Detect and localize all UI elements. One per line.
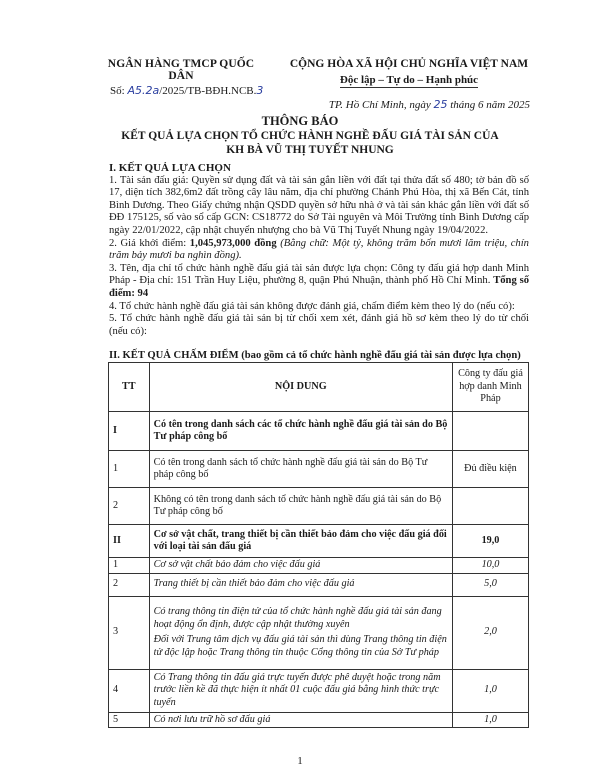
starting-price-words: (Bằng chữ: Một tỷ, không trăm bốn mươi lăm triệu, chín trăm bảy mươi ba nghìn đồng).: [109, 237, 529, 262]
row-content-part-1: Có trang thông tin điện tử của tổ chức hành nghề đấu giá tài sản đang hoạt động ổn định, được cập nhật thường xuyên: [153, 606, 442, 630]
table-row: [109, 712, 529, 728]
row-content: Không có tên trong danh sách tổ chức hành nghề đấu giá tài sản do Bộ Tư pháp công bố: [149, 488, 452, 525]
table-row: [109, 412, 529, 451]
row-value: 5,0: [452, 573, 528, 596]
doc-no-handwritten: A5.2a: [127, 84, 160, 97]
row-tt: 5: [109, 712, 150, 728]
table-row: [109, 573, 529, 596]
bank-name: NGÂN HÀNG TMCP QUỐC DÂN: [107, 58, 255, 82]
row-tt: 2: [109, 573, 150, 596]
row-value: [452, 488, 528, 525]
col-header-content: NỘI DUNG: [149, 363, 452, 412]
date-day-handwritten: 25: [433, 98, 448, 111]
subtitle-line-1: KẾT QUẢ LỰA CHỌN TỔ CHỨC HÀNH NGHỀ ĐẤU GIÁ TÀI SẢN CỦA: [121, 130, 499, 142]
not-evaluated-note: 4. Tổ chức hành nghề đấu giá tài sản không được đánh giá, chấm điểm kèm theo lý do (nếu có):: [109, 300, 515, 312]
row-content: [149, 596, 452, 669]
notice-title: THÔNG BÁO: [261, 114, 339, 128]
nation-title: CỘNG HÒA XÃ HỘI CHỦ NGHĨA VIỆT NAM: [289, 58, 529, 70]
selected-organization: [109, 263, 529, 301]
row-tt: 4: [109, 669, 150, 712]
row-tt: 1: [109, 451, 150, 488]
date-prefix: TP. Hồ Chí Minh, ngày: [328, 99, 431, 111]
table-row: [109, 596, 529, 669]
row-tt: 3: [109, 596, 150, 669]
row-value: 1,0: [452, 712, 528, 728]
section-1: [109, 162, 529, 338]
row-value: 10,0: [452, 558, 528, 574]
doc-no-handwritten-2: 3: [256, 84, 264, 97]
starting-price-label: 2. Giá khởi điểm:: [109, 237, 187, 249]
row-content: Trang thiết bị cần thiết bảo đảm cho việc đấu giá: [149, 573, 452, 596]
starting-price-amount: 1,045,973,000 đồng: [189, 237, 277, 249]
document-number: [110, 84, 263, 97]
col-header-company: Công ty đấu giá hợp danh Minh Pháp: [452, 363, 528, 412]
row-content: Có Trang thông tin đấu giá trực tuyến được phê duyệt hoặc trong năm trước liền kề đã thực hiện ít nhất 01 cuộc đấu giá bằng hình thức trực tuyến: [149, 669, 452, 712]
date-line: [300, 98, 530, 111]
section-1-heading: I. KẾT QUẢ LỰA CHỌN: [109, 162, 231, 174]
row-value: [452, 412, 528, 451]
starting-price: [109, 238, 529, 263]
table-row: [109, 525, 529, 558]
row-content: Có nơi lưu trữ hồ sơ đấu giá: [149, 712, 452, 728]
row-tt: I: [109, 412, 150, 451]
section-2-heading: II. KẾT QUẢ CHẤM ĐIỂM (bao gồm cả tổ chức hành nghề đấu giá tài sản được lựa chọn): [109, 350, 521, 361]
row-value: 19,0: [452, 525, 528, 558]
table-row: [109, 451, 529, 488]
row-value: Đủ điều kiện: [452, 451, 528, 488]
row-content: Cơ sở vật chất bảo đảm cho việc đấu giá: [149, 558, 452, 574]
total-score: Tổng số điểm: 94: [109, 275, 529, 299]
date-suffix: tháng 6 năm 2025: [450, 99, 530, 111]
table-header-row: [109, 363, 529, 412]
page-number: 1: [297, 755, 303, 767]
rejected-note: 5. Tổ chức hành nghề đấu giá tài sản bị từ chối xem xét, đánh giá hồ sơ kèm theo lý do từ chối (nếu có):: [109, 313, 529, 337]
table-row: [109, 488, 529, 525]
row-value: 2,0: [452, 596, 528, 669]
subtitle-line-2: KH BÀ VŨ THỊ TUYẾT NHUNG: [226, 144, 394, 156]
doc-no-prefix: Số:: [110, 85, 125, 97]
table-row: [109, 669, 529, 712]
national-header: [284, 58, 534, 88]
row-content: Có tên trong danh sách tổ chức hành nghề đấu giá tài sản do Bộ Tư pháp công bố: [149, 451, 452, 488]
row-tt: 1: [109, 558, 150, 574]
row-content: Có tên trong danh sách các tổ chức hành nghề đấu giá tài sản do Bộ Tư pháp công bố: [149, 412, 452, 451]
row-tt: 2: [109, 488, 150, 525]
scoring-table: [108, 362, 529, 728]
doc-no-code: /2025/TB-BĐH.NCB.: [159, 85, 257, 97]
col-header-tt: TT: [109, 363, 150, 412]
table-row: [109, 558, 529, 574]
row-tt: II: [109, 525, 150, 558]
row-value: 1,0: [452, 669, 528, 712]
national-motto: Độc lập – Tự do – Hạnh phúc: [339, 74, 479, 86]
bank-header: [96, 58, 266, 82]
row-content: Cơ sở vật chất, trang thiết bị cần thiết bảo đảm cho việc đấu giá đối với loại tài sản đấu giá: [149, 525, 452, 558]
notice-subtitle: [100, 129, 520, 157]
selected-organization-text: 3. Tên, địa chỉ tổ chức hành nghề đấu giá tài sản được lựa chọn: Công ty đấu giá hợp danh Minh Pháp - Địa chỉ: 151 Trần Huy Liệu, phường 8, quận Phú Nhuận, thành phố Hồ Chí Minh.: [109, 262, 529, 287]
row-content-part-2: Đối với Trung tâm dịch vụ đấu giá tài sản thì dùng Trang thông tin điện tử độc lập hoặc Trang thông tin thuộc Cổng thông tin của Sở Tư pháp: [153, 634, 447, 658]
asset-description: 1. Tài sản đấu giá: Quyền sử dụng đất và tài sản gắn liền với đất tại thửa đất số 480; tờ bản đồ số 17, diện tích 382,6m2 đất trồng cây lâu năm, địa chỉ phường Chánh Phú Hòa, thị xã Bến Cát, tỉnh Bình Dương. Theo Giấy chứng nhận QSDD quyền sở hữu nhà ở và tài sản khác gắn liền với đất số ĐĐ 175125, số vào sổ cấp GCN: CS18772 do Sở Tài nguyên và Môi Trường tỉnh Bình Dương cấp ngày 22/01/2022, cập nhật chuyển nhượng cho bà Vũ Thị Tuyết Nhung ngày 19/04/2022.: [109, 174, 529, 236]
